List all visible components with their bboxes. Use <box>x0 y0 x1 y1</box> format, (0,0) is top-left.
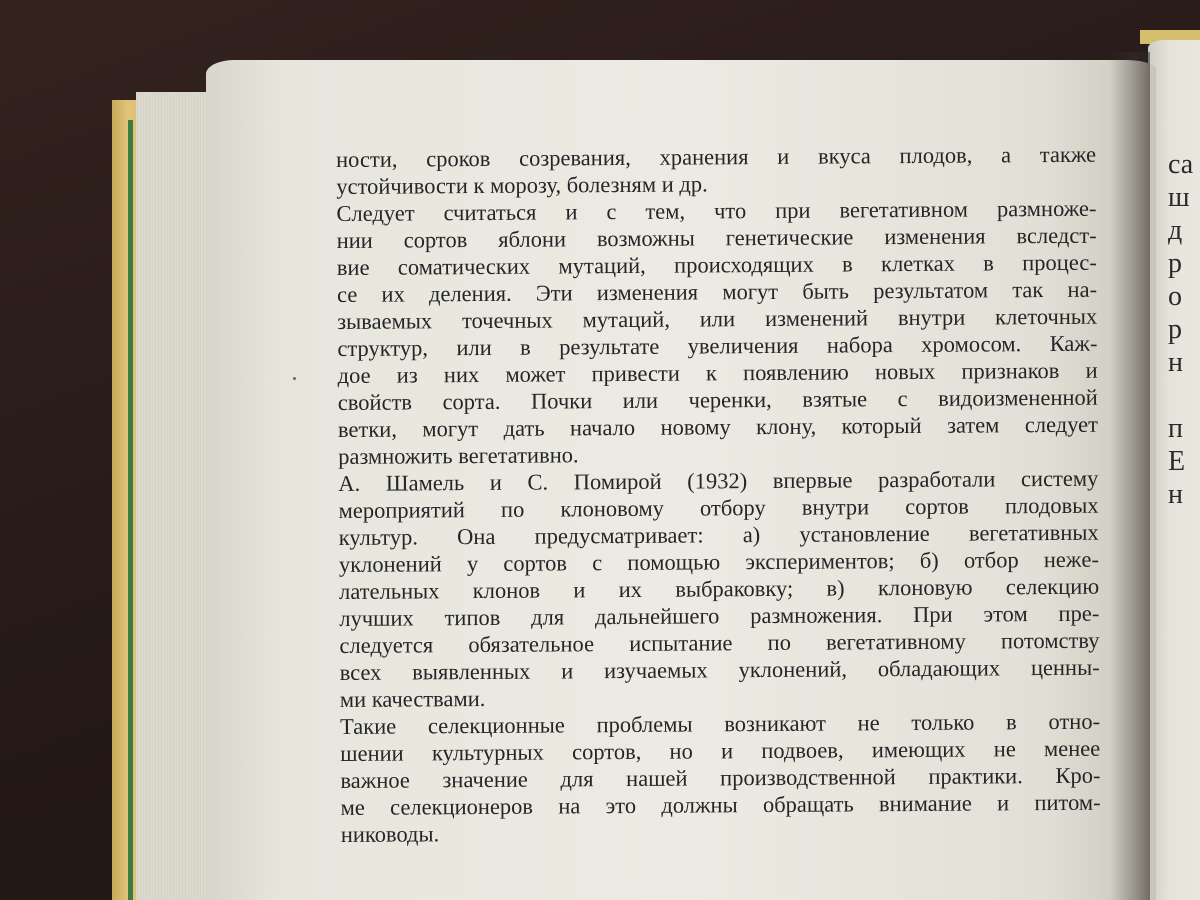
right-page-fragment <box>1168 643 1200 676</box>
text-line: уклонений у сортов с помощью экспериментов; б) отбор нежe- <box>338 546 1099 577</box>
right-page-fragment <box>1168 709 1200 742</box>
right-page-fragment <box>1168 577 1200 610</box>
text-line: мероприятий по клоновому отбору внутри сортов плодовых <box>338 492 1099 523</box>
page-speck <box>293 377 296 380</box>
text-line: устойчивости к морозу, болезням и др. <box>336 171 708 199</box>
right-page-fragment <box>1168 379 1200 412</box>
right-page-fragment: са <box>1168 149 1194 180</box>
text-line: ме селекционеров на это должны обращать внимание и питом- <box>340 789 1101 820</box>
page-edges <box>136 92 208 900</box>
right-page-fragment: н <box>1168 479 1183 510</box>
right-page-fragment <box>1168 511 1200 544</box>
right-page-fragment <box>1168 676 1200 709</box>
text-line: культур. Она предусматривает: а) установление вегетативных <box>338 519 1099 550</box>
right-page-fragment: н <box>1168 347 1183 378</box>
text-line: А. Шамель и С. Помирой (1932) впервые разработали систему <box>338 465 1099 496</box>
right-page-fragment <box>1168 775 1200 808</box>
right-page-fragment: ш <box>1168 182 1190 213</box>
text-line: вие соматических мутаций, происходящих в клетках в процес- <box>336 249 1097 280</box>
text-line: размножить вегетативно. <box>338 442 579 469</box>
book-gutter-shadow <box>1110 52 1150 900</box>
right-page-fragment <box>1168 610 1200 643</box>
text-line: Такие селекционные проблемы возникают не только в отно- <box>339 708 1101 739</box>
right-page-fragment: о <box>1168 281 1182 312</box>
right-page-text <box>1168 148 1200 808</box>
right-page-fragment: п <box>1168 413 1183 444</box>
text-line: всех выявленных и изучаемых уклонений, обладающих ценны- <box>339 654 1100 685</box>
right-page-fragment: Е <box>1168 446 1186 477</box>
text-line: свойств сорта. Почки или черенки, взятые с видоизмененной <box>337 384 1098 415</box>
text-line: се их деления. Эти изменения могут быть результатом так на- <box>336 276 1098 307</box>
text-line: нии сортов яблони возможны генетические изменения вследст- <box>336 222 1097 253</box>
text-line: Следует считаться и с тем, что при вегетативном размноже- <box>336 195 1097 226</box>
right-page-fragment <box>1168 742 1200 775</box>
right-page-fragment: д <box>1168 215 1183 246</box>
text-line: важное значение для нашей производственной практики. Кро- <box>340 762 1101 793</box>
text-line: лучших типов для дальнейшего размножения. При этом пре- <box>339 600 1100 631</box>
text-line: дое из них может привести к появлению новых признаков и <box>337 357 1098 388</box>
right-page-fragment: р <box>1168 248 1182 279</box>
text-line: ности, сроков созревания, хранения и вкуса плодов, а также <box>336 141 1097 172</box>
text-line: зываемых точечных мутаций, или изменений внутри клеточных <box>337 303 1098 334</box>
text-line: ветки, могут дать начало новому клону, который затем следует <box>337 411 1099 442</box>
text-line: следуется обязательное испытание по вегетативному потомству <box>339 627 1100 658</box>
right-page-fragment: р <box>1168 314 1182 345</box>
book-cover-stripe <box>128 120 133 900</box>
text-line: структур, или в результате увеличения набора хромосом. Каж- <box>337 330 1098 361</box>
right-page-fragment <box>1168 544 1200 577</box>
text-line: лательных клонов и их выбраковку; в) клоновую селекцию <box>339 573 1100 604</box>
page-text <box>336 141 1101 848</box>
text-line: ми качествами. <box>339 685 486 712</box>
text-line: ниководы. <box>340 821 440 847</box>
text-line: шении культурных сортов, но и подвоев, имеющих не менее <box>340 735 1101 766</box>
